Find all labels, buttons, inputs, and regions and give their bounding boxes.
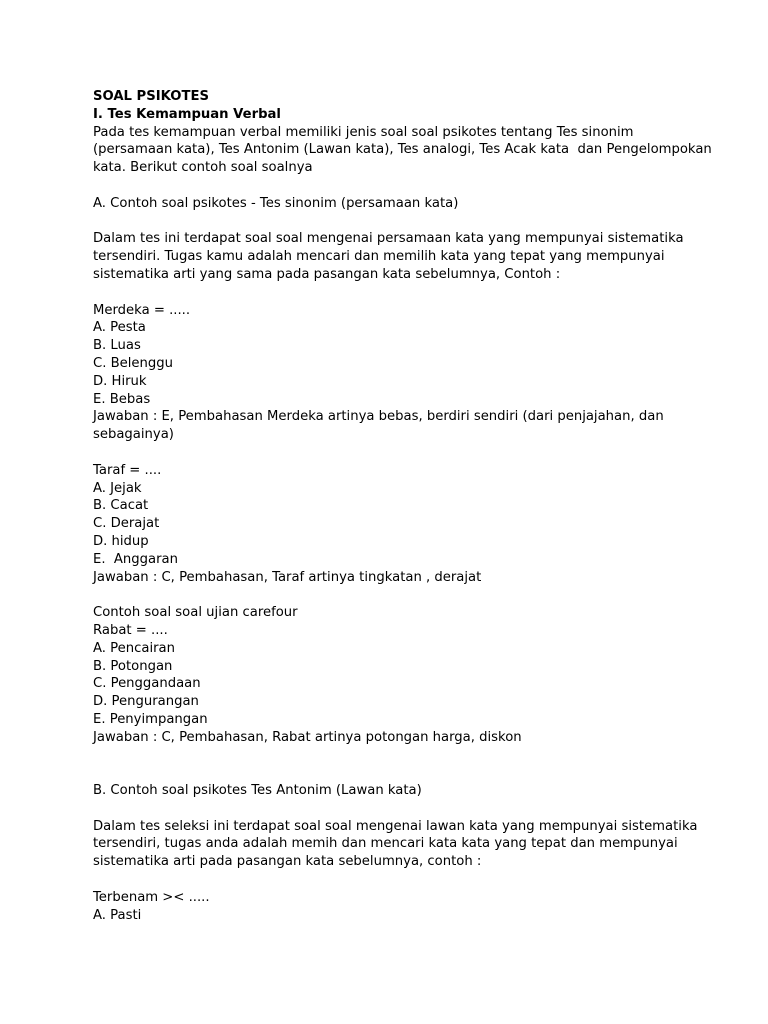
answer-line: Jawaban : C, Pembahasan, Taraf artinya tingkatan , derajat bbox=[93, 569, 482, 585]
option: D. hidup bbox=[93, 533, 149, 549]
option: A. Pesta bbox=[93, 320, 146, 336]
section-a-description-line: Dalam tes ini terdapat soal soal mengenai persamaan kata yang mempunyai sistematika bbox=[93, 231, 684, 247]
question-merdeka: Merdeka = ..... bbox=[93, 302, 191, 318]
option: D. Hiruk bbox=[93, 373, 147, 389]
option: E. Anggaran bbox=[93, 551, 178, 567]
section-a-heading: A. Contoh soal psikotes - Tes sinonim (persamaan kata) bbox=[93, 195, 459, 211]
answer-line: sebagainya) bbox=[93, 427, 174, 443]
intro-line: Pada tes kemampuan verbal memiliki jenis soal soal psikotes tentang Tes sinonim bbox=[93, 124, 634, 140]
answer-line: Jawaban : C, Pembahasan, Rabat artinya potongan harga, diskon bbox=[93, 729, 522, 745]
option: C. Penggandaan bbox=[93, 676, 201, 692]
section-b-heading: B. Contoh soal psikotes Tes Antonim (Lawan kata) bbox=[93, 783, 422, 799]
option: A. Pasti bbox=[93, 907, 142, 923]
option: E. Bebas bbox=[93, 391, 151, 407]
option: A. Pencairan bbox=[93, 640, 175, 656]
option: C. Belenggu bbox=[93, 355, 173, 371]
answer-line: Jawaban : E, Pembahasan Merdeka artinya bebas, berdiri sendiri (dari penjajahan, dan bbox=[93, 409, 664, 425]
document-body bbox=[93, 88, 712, 924]
option: B. Cacat bbox=[93, 498, 149, 514]
option: A. Jejak bbox=[93, 480, 142, 496]
question-taraf: Taraf = .... bbox=[93, 462, 162, 478]
section-a-description-line: sistematika arti yang sama pada pasangan kata sebelumnya, Contoh : bbox=[93, 266, 561, 282]
question-rabat: Rabat = .... bbox=[93, 622, 168, 638]
intro-line: kata. Berikut contoh soal soalnya bbox=[93, 160, 313, 176]
section-b-description-line: sistematika arti pada pasangan kata sebelumnya, contoh : bbox=[93, 854, 482, 870]
intro-line: (persamaan kata), Tes Antonim (Lawan kata), Tes analogi, Tes Acak kata dan Pengelompokan bbox=[93, 142, 712, 158]
option: C. Derajat bbox=[93, 516, 160, 532]
option: B. Luas bbox=[93, 338, 141, 354]
section-b-description-line: Dalam tes seleksi ini terdapat soal soal mengenai lawan kata yang mempunyai sistematika bbox=[93, 818, 698, 834]
section-a-description-line: tersendiri. Tugas kamu adalah mencari dan memilih kata yang tepat yang mempunyai bbox=[93, 249, 665, 265]
option: D. Pengurangan bbox=[93, 694, 199, 710]
question-terbenam: Terbenam >< ..... bbox=[93, 889, 210, 905]
document-title: SOAL PSIKOTES bbox=[93, 89, 209, 104]
section-heading: I. Tes Kemampuan Verbal bbox=[93, 106, 281, 122]
example-label: Contoh soal soal ujian carefour bbox=[93, 605, 298, 621]
option: E. Penyimpangan bbox=[93, 711, 208, 727]
section-b-description-line: tersendiri, tugas anda adalah memih dan mencari kata kata yang tepat dan mempunyai bbox=[93, 836, 678, 852]
option: B. Potongan bbox=[93, 658, 173, 674]
